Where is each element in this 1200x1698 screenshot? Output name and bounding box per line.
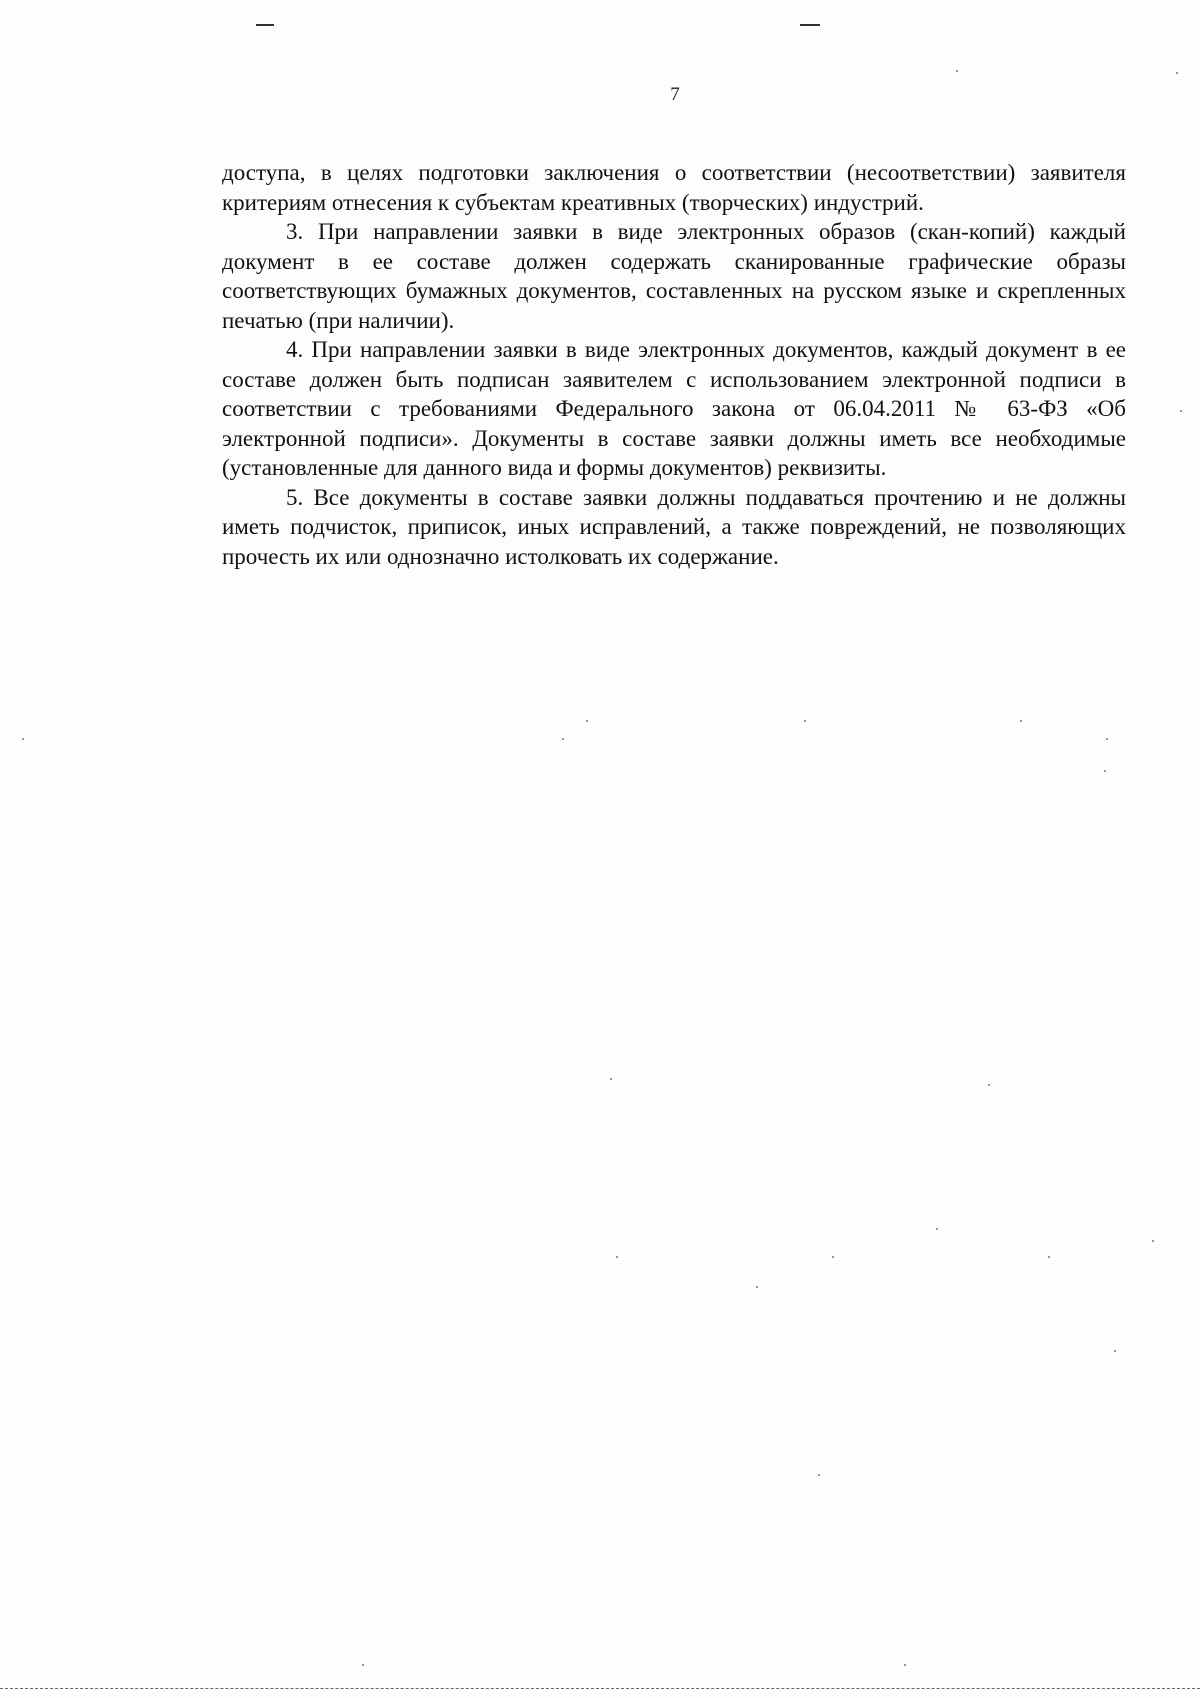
- paragraph-item-5: 5. Все документы в составе заявки должны поддаваться прочтению и не должны иметь подчисток, приписок, иных исправлений, а также повреждений, не позволяющих прочесть их или однозначно истолковать их содержание.: [222, 484, 1126, 569]
- scan-speck: [362, 1664, 364, 1666]
- scan-speck: [562, 738, 564, 740]
- scan-speck: [936, 1228, 938, 1230]
- scan-speck: [616, 1256, 618, 1258]
- page-bottom-edge: [0, 1688, 1200, 1689]
- scan-speck: [586, 720, 588, 722]
- paragraph-continuation: доступа, в целях подготовки заключения о соответствии (несоответствии) заявителя критериям отнесения к субъектам креативных (творческих) индустрий.: [222, 160, 1126, 215]
- scan-speck: [956, 70, 958, 72]
- document-body: [222, 158, 1126, 571]
- scan-mark-left: [256, 24, 274, 26]
- page-number: 7: [670, 84, 680, 105]
- scan-speck: [832, 1256, 834, 1258]
- scan-speck: [1048, 1256, 1050, 1258]
- paragraph-item-4: 4. При направлении заявки в виде электронных документов, каждый документ в ее составе должен быть подписан заявителем с использованием электронной подписи в соответствии с требованиями Федерального закона от 06.04.2011 № 63-ФЗ «Об электронной подписи». Документы в составе заявки должны иметь все необходимые (установленные для данного вида и формы документов) реквизиты.: [222, 337, 1126, 480]
- scan-speck: [22, 738, 24, 740]
- scan-speck: [610, 1078, 612, 1080]
- scan-speck: [1114, 1350, 1116, 1352]
- scan-speck: [988, 1084, 990, 1086]
- scan-speck: [1020, 720, 1022, 722]
- scan-speck: [1152, 1240, 1154, 1242]
- scan-speck: [804, 720, 806, 722]
- scan-speck: [1106, 738, 1108, 740]
- scan-speck: [756, 1286, 758, 1288]
- paragraph-item-3: 3. При направлении заявки в виде электронных образов (скан-копий) каждый документ в ее составе должен содержать сканированные графические образы соответствующих бумажных документов, составленных на русском языке и скрепленных печатью (при наличии).: [222, 219, 1126, 333]
- scan-speck: [904, 1664, 906, 1666]
- scan-mark-right: [800, 24, 820, 26]
- scan-speck: [1176, 72, 1178, 74]
- scan-speck: [1104, 770, 1106, 772]
- scan-speck: [1180, 410, 1182, 412]
- scan-speck: [818, 1474, 820, 1476]
